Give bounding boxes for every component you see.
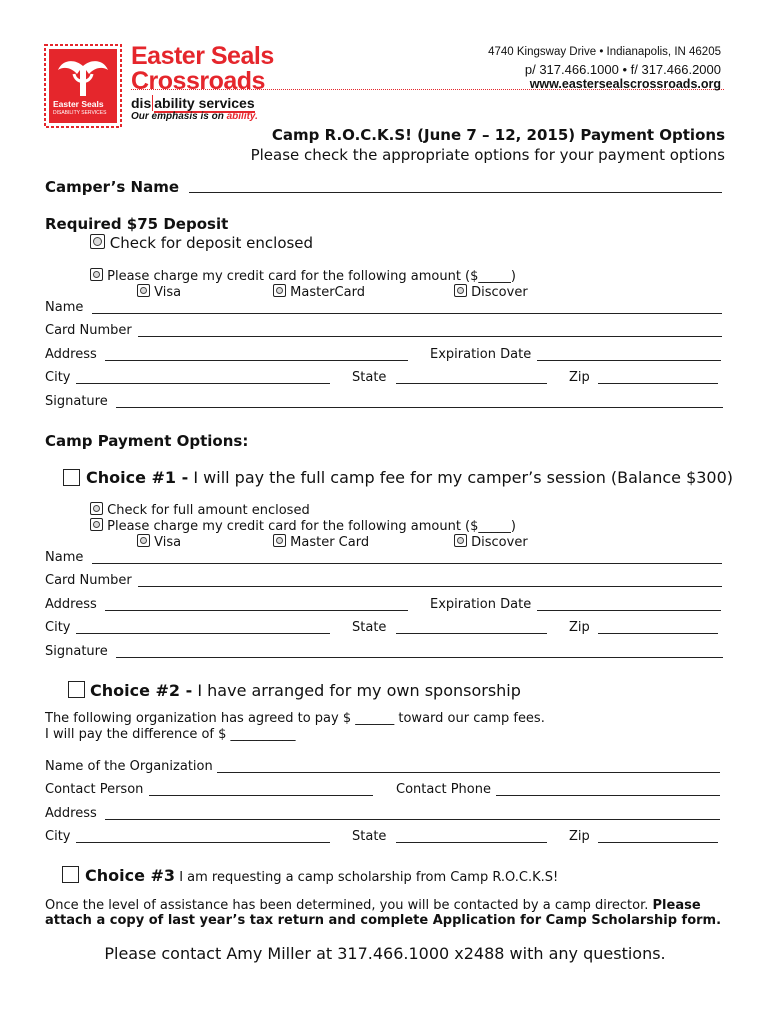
deposit-signature-label: Signature xyxy=(45,394,108,409)
deposit-charge-option[interactable] xyxy=(90,268,516,284)
choice2-zip-field[interactable] xyxy=(598,842,718,843)
choice1-checkbox[interactable] xyxy=(63,469,80,486)
choice2-org-name-field[interactable] xyxy=(217,772,720,773)
deposit-expiration-label: Expiration Date xyxy=(430,347,532,362)
choice2-address-label: Address xyxy=(45,806,97,821)
brand-line-1: Easter Seals xyxy=(131,42,274,70)
choice3-checkbox[interactable] xyxy=(62,866,79,883)
choice2-label: Choice #2 - xyxy=(90,681,193,700)
camper-name-label: Camper’s Name xyxy=(45,178,180,196)
logo-subtext: DISABILITY SERVICES xyxy=(53,110,107,116)
tagline-end: ability. xyxy=(226,111,258,122)
choice1-card-number-field[interactable] xyxy=(138,586,722,587)
org-phone: p/ 317.466.1000 • f/ 317.466.2000 xyxy=(524,62,721,77)
deposit-mastercard-label: MasterCard xyxy=(290,285,365,300)
choice2-text: I have arranged for my own sponsorship xyxy=(192,681,521,700)
deposit-expiration-field[interactable] xyxy=(537,360,721,361)
choice1-mastercard-option[interactable] xyxy=(273,534,369,550)
choice3-note-bold1: Please xyxy=(652,898,701,913)
choice1-city-label: City xyxy=(45,620,71,635)
choice3-text: I am requesting a camp scholarship from Camp R.O.C.K.S! xyxy=(175,870,559,885)
choice1-check-radio[interactable] xyxy=(90,502,103,515)
choice1-discover-label: Discover xyxy=(471,535,528,550)
choice2-address-field[interactable] xyxy=(105,819,720,820)
deposit-discover-label: Discover xyxy=(471,285,528,300)
choice1-text: I will pay the full camp fee for my camper’s session (Balance $300) xyxy=(188,468,734,487)
tagline xyxy=(131,111,258,122)
choice1-expiration-field[interactable] xyxy=(537,610,721,611)
deposit-charge-radio[interactable] xyxy=(90,268,103,281)
choice2-line1: The following organization has agreed to pay $ ______ toward our camp fees. xyxy=(45,711,545,726)
choice1-address-label: Address xyxy=(45,597,97,612)
page-subtitle: Please check the appropriate options for your payment options xyxy=(250,146,725,164)
choice2-state-label: State xyxy=(352,829,387,844)
choice1-state-label: State xyxy=(352,620,387,635)
choice1-check-label: Check for full amount enclosed xyxy=(107,503,310,518)
deposit-visa-radio[interactable] xyxy=(137,284,150,297)
choice1-signature-label: Signature xyxy=(45,644,108,659)
deposit-city-label: City xyxy=(45,370,71,385)
easter-seals-logo xyxy=(44,44,122,128)
org-address: 4740 Kingsway Drive • Indianapolis, IN 46205 xyxy=(488,46,721,58)
deposit-zip-label: Zip xyxy=(569,370,590,385)
choice2-contact-phone-label: Contact Phone xyxy=(396,782,491,797)
choice1-signature-field[interactable] xyxy=(116,657,723,658)
choice2-org-name-label: Name of the Organization xyxy=(45,759,213,774)
choice1-charge-label: Please charge my credit card for the following amount ($_____) xyxy=(107,519,516,534)
deposit-mastercard-radio[interactable] xyxy=(273,284,286,297)
deposit-city-field[interactable] xyxy=(76,383,330,384)
deposit-visa-option[interactable] xyxy=(137,284,181,300)
logo-text: Easter Seals xyxy=(53,99,104,109)
choice1-zip-field[interactable] xyxy=(598,633,718,634)
choice3-label: Choice #3 xyxy=(85,866,176,885)
brand-line-2: Crossroads xyxy=(131,67,265,95)
choice1-card-number-label: Card Number xyxy=(45,573,132,588)
deposit-discover-option[interactable] xyxy=(454,284,528,300)
org-website[interactable]: www.eastersealscrossroads.org xyxy=(529,77,721,91)
footer-contact: Please contact Amy Miller at 317.466.1000 x2488 with any questions. xyxy=(104,944,666,963)
choice1-mastercard-label: Master Card xyxy=(290,535,370,550)
choice1-state-field[interactable] xyxy=(396,633,547,634)
choice1-zip-label: Zip xyxy=(569,620,590,635)
choice1-visa-label: Visa xyxy=(154,535,182,550)
choice1-charge-radio[interactable] xyxy=(90,518,103,531)
deposit-discover-radio[interactable] xyxy=(454,284,467,297)
deposit-check-label: Check for deposit enclosed xyxy=(109,234,314,252)
choice1-title xyxy=(86,468,733,487)
choice1-discover-option[interactable] xyxy=(454,534,528,550)
choice2-contact-phone-field[interactable] xyxy=(496,795,720,796)
deposit-card-number-label: Card Number xyxy=(45,323,132,338)
choice1-city-field[interactable] xyxy=(76,633,330,634)
deposit-zip-field[interactable] xyxy=(598,383,718,384)
deposit-card-number-field[interactable] xyxy=(138,336,722,337)
choice1-check-option[interactable] xyxy=(90,502,310,518)
choice3-note-line1 xyxy=(45,898,701,913)
choice3-note-line2: attach a copy of last year’s tax return and complete Application for Camp Scholarship form. xyxy=(45,913,722,928)
camper-name-field[interactable] xyxy=(189,192,722,193)
deposit-state-label: State xyxy=(352,370,387,385)
deposit-name-field[interactable] xyxy=(92,313,722,314)
deposit-address-field[interactable] xyxy=(105,360,408,361)
choice2-line2: I will pay the difference of $ __________ xyxy=(45,727,296,742)
page-title: Camp R.O.C.K.S! (June 7 – 12, 2015) Payment Options xyxy=(271,126,725,144)
deposit-visa-label: Visa xyxy=(154,285,182,300)
deposit-check-radio[interactable] xyxy=(90,234,105,249)
choice2-state-field[interactable] xyxy=(396,842,547,843)
choice3-title xyxy=(85,866,558,885)
choice2-city-field[interactable] xyxy=(76,842,330,843)
deposit-mastercard-option[interactable] xyxy=(273,284,365,300)
deposit-check-option[interactable] xyxy=(90,234,313,252)
choice1-label: Choice #1 - xyxy=(86,468,189,487)
choice1-address-field[interactable] xyxy=(105,610,408,611)
deposit-state-field[interactable] xyxy=(396,383,547,384)
choice1-mastercard-radio[interactable] xyxy=(273,534,286,547)
tagline-start: Our emphasis is on xyxy=(131,111,227,122)
choice1-name-label: Name xyxy=(45,550,84,565)
deposit-charge-label: Please charge my credit card for the following amount ($_____) xyxy=(107,269,516,284)
choice2-title xyxy=(90,681,521,700)
choice1-visa-option[interactable] xyxy=(137,534,181,550)
choice1-visa-radio[interactable] xyxy=(137,534,150,547)
deposit-name-label: Name xyxy=(45,300,84,315)
division-name xyxy=(131,96,255,110)
choice2-city-label: City xyxy=(45,829,71,844)
choice1-charge-option[interactable] xyxy=(90,518,516,534)
division-ability: ability services xyxy=(154,95,255,111)
deposit-heading: Required $75 Deposit xyxy=(45,215,229,233)
choice1-discover-radio[interactable] xyxy=(454,534,467,547)
choice2-contact-person-field[interactable] xyxy=(149,795,373,796)
choice1-name-field[interactable] xyxy=(92,563,722,564)
deposit-address-label: Address xyxy=(45,347,97,362)
division-dis: dis xyxy=(131,95,152,111)
choice1-expiration-label: Expiration Date xyxy=(430,597,532,612)
choice3-note-plain: Once the level of assistance has been determined, you will be contacted by a camp director. xyxy=(45,898,653,913)
payment-options-heading: Camp Payment Options: xyxy=(45,432,249,450)
deposit-signature-field[interactable] xyxy=(116,407,723,408)
choice2-contact-person-label: Contact Person xyxy=(45,782,144,797)
choice2-checkbox[interactable] xyxy=(68,681,85,698)
brand-name xyxy=(131,44,274,94)
choice2-zip-label: Zip xyxy=(569,829,590,844)
